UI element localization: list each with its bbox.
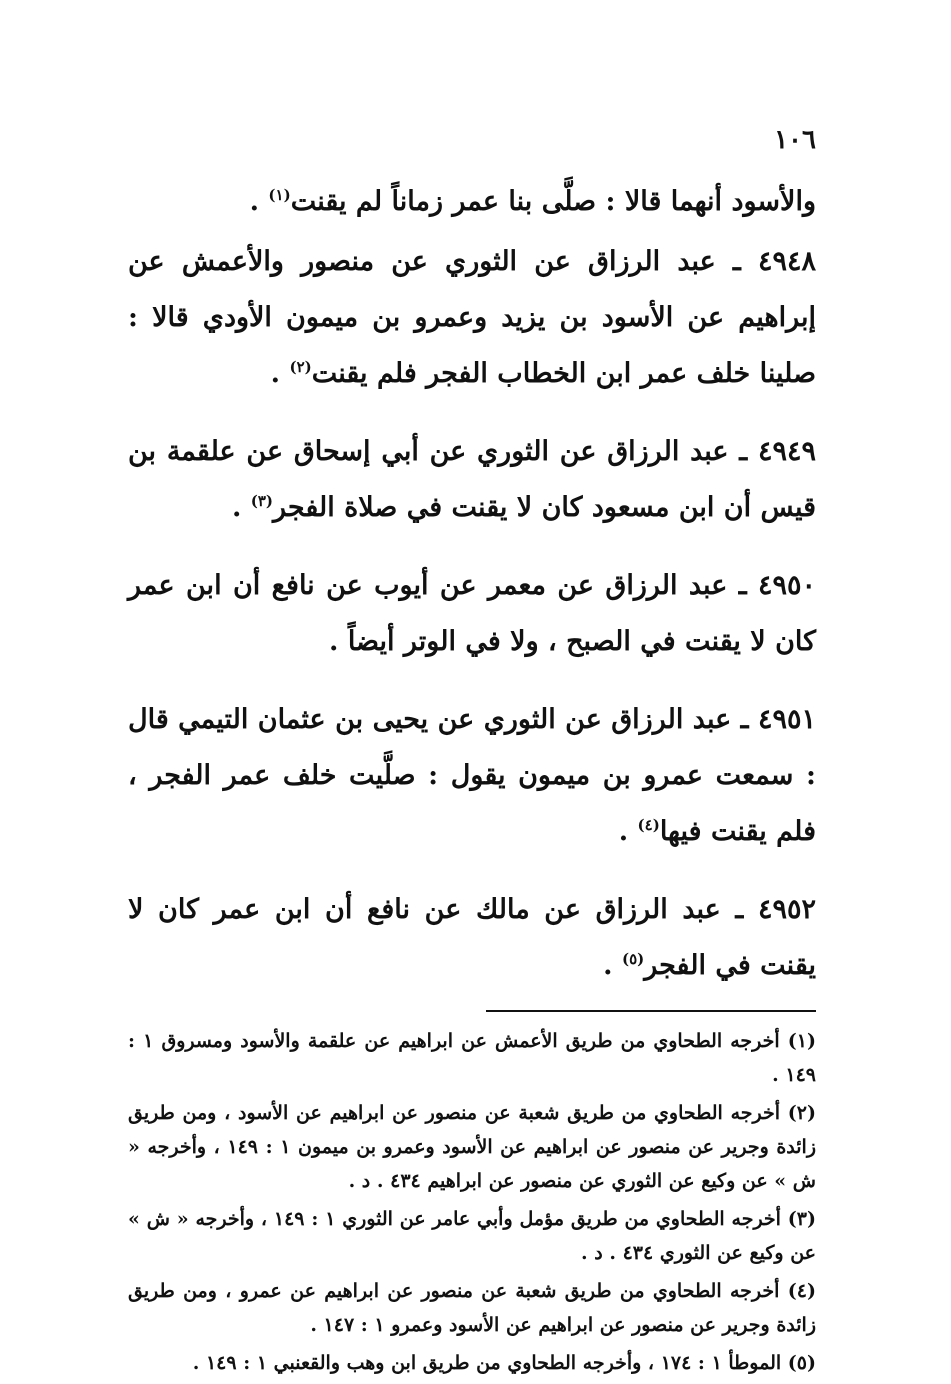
paragraph-text: ٤٩٤٨ ـ عبد الرزاق عن الثوري عن منصور والأعمش عن إبراهيم عن الأسود بن يزيد وعمرو بن ميمون الأودي قالا : صلينا خلف عمر ابن الخطاب الفجر فلم يقنت: [128, 246, 816, 389]
footnotes: [128, 1024, 816, 1380]
paragraph-text: ٤٩٥٢ ـ عبد الرزاق عن مالك عن نافع أن ابن عمر كان لا يقنت في الفجر: [128, 894, 816, 981]
footnote-4: (٤) أخرجه الطحاوي من طريق شعبة عن منصور عن ابراهيم عن عمرو ، ومن طريق زائدة وجرير عن منصور عن ابراهيم عن الأسود وعمرو ١ : ١٤٧ .: [128, 1280, 816, 1336]
footnote-ref[interactable]: (٤): [637, 816, 660, 834]
hadith-4950: [128, 558, 816, 670]
footnote-1: (١) أخرجه الطحاوي من طريق الأعمش عن ابراهيم عن علقمة والأسود ومسروق ١ : ١٤٩ .: [128, 1030, 816, 1086]
footnote-3: (٣) أخرجه الطحاوي من طريق مؤمل وأبي عامر عن الثوري ١ : ١٤٩ ، وأخرجه « ش » عن وكيع عن الثوري ٤٣٤ . د .: [128, 1208, 816, 1264]
paragraph-tail: .: [231, 492, 251, 523]
footnote-divider: [486, 1010, 816, 1012]
paragraph-tail: .: [249, 186, 269, 217]
paragraph-text: ٤٩٥١ ـ عبد الرزاق عن الثوري عن يحيى بن عثمان التيمي قال : سمعت عمرو بن ميمون يقول : صلَّيت خلف عمر الفجر ، فلم يقنت فيها: [128, 704, 816, 847]
footnote-5: (٥) الموطأ ١ : ١٧٤ ، وأخرجه الطحاوي من طريق ابن وهب والقعنبي ١ : ١٤٩ .: [192, 1352, 816, 1374]
hadith-4948: [128, 234, 816, 402]
paragraph-text: ٤٩٥٠ ـ عبد الرزاق عن معمر عن أيوب عن نافع أن ابن عمر كان لا يقنت في الصبح ، ولا في الوتر أيضاً .: [128, 570, 816, 657]
hadith-4951: [128, 692, 816, 860]
footnote-ref[interactable]: (٥): [621, 950, 645, 968]
footnote-ref[interactable]: (٣): [250, 492, 274, 510]
paragraph-tail: .: [618, 816, 638, 847]
book-page: [128, 120, 816, 1384]
hadith-4952: [128, 882, 816, 994]
paragraph-continuation: [128, 174, 816, 230]
paragraph-tail: .: [270, 358, 290, 389]
footnote-ref[interactable]: (٢): [289, 358, 312, 376]
paragraph-text: والأسود أنهما قالا : صلَّى بنا عمر زماناً لم يقنت: [290, 186, 816, 217]
footnote-2: (٢) أخرجه الطحاوي من طريق شعبة عن منصور عن ابراهيم عن الأسود ، ومن طريق زائدة وجرير عن منصور عن ابراهيم عن الأسود وعمرو بن ميمون ١ : ١٤٩ ، وأخرجه « ش » عن وكيع عن الثوري عن منصور عن ابراهيم ٤٣٤ . د .: [128, 1102, 817, 1192]
footnote-ref[interactable]: (١): [268, 186, 291, 204]
paragraph-text: ٤٩٤٩ ـ عبد الرزاق عن الثوري عن أبي إسحاق عن علقمة بن قيس أن ابن مسعود كان لا يقنت في صلاة الفجر: [128, 436, 816, 523]
hadith-4949: [128, 424, 816, 536]
body-text: [128, 174, 816, 994]
page-number: ١٠٦: [774, 125, 816, 155]
paragraph-tail: .: [603, 950, 622, 981]
